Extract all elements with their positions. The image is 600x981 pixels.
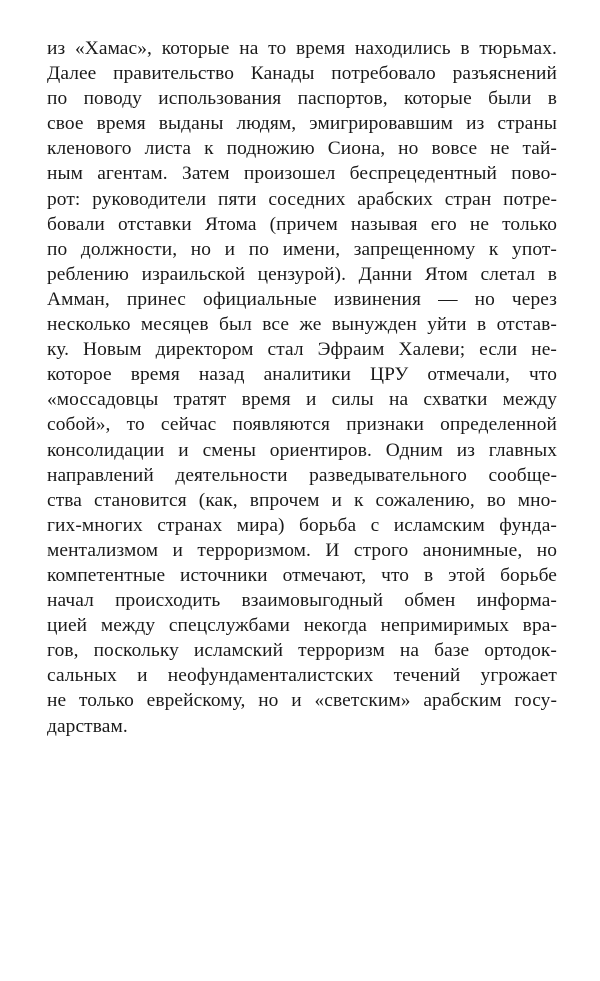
- text-line: несколько месяцев был все же вынужден уйти в отстав-: [47, 314, 557, 336]
- text-line: из «Хамас», которые на то время находились в тюрьмах.: [47, 38, 557, 59]
- text-line: направлений деятельности разведывательного сообще-: [47, 464, 557, 486]
- text-line: дарствам.: [47, 715, 128, 737]
- body-text: [47, 36, 557, 739]
- text-line: начал происходить взаимовыгодный обмен информа-: [47, 590, 557, 612]
- text-line: собой», то сейчас появляются признаки определенной: [47, 414, 557, 436]
- text-line: которое время назад аналитики ЦРУ отмечали, что: [47, 364, 557, 386]
- text-line: Далее правительство Канады потребовало разъяснений: [47, 63, 557, 85]
- text-line: не только еврейскому, но и «светским» арабским госу-: [47, 690, 557, 712]
- text-line: консолидации и смены ориентиров. Одним из главных: [47, 439, 557, 461]
- text-line: Амман, принес официальные извинения — но через: [47, 288, 557, 310]
- text-line: гих-многих странах мира) борьба с исламским фунда-: [47, 514, 557, 536]
- text-line: рот: руководители пяти соседних арабских стран потре-: [47, 188, 557, 210]
- text-line: свое время выданы людям, эмигрировавшим из страны: [47, 113, 557, 135]
- text-line: сальных и неофундаменталистских течений угрожает: [47, 665, 557, 687]
- text-line: цией между спецслужбами некогда непримиримых вра-: [47, 615, 557, 637]
- text-line: гов, поскольку исламский терроризм на базе ортодок-: [47, 640, 557, 662]
- text-line: бовали отставки Ятома (причем называя его не только: [47, 213, 557, 235]
- text-line: ства становится (как, впрочем и к сожалению, во мно-: [47, 489, 557, 511]
- text-line: ментализмом и терроризмом. И строго анонимные, но: [47, 539, 557, 561]
- text-line: ку. Новым директором стал Эфраим Халеви; если не-: [47, 339, 557, 361]
- text-line: реблению израильской цензурой). Данни Ятом слетал в: [47, 263, 557, 285]
- text-line: компетентные источники отмечают, что в этой борьбе: [47, 564, 557, 586]
- text-line: по должности, но и по имени, запрещенному к упот-: [47, 238, 557, 260]
- text-line: по поводу использования паспортов, которые были в: [47, 88, 557, 110]
- text-line: ным агентам. Затем произошел беспрецедентный пово-: [47, 163, 557, 185]
- text-line: кленового листа к подножию Сиона, но вовсе не тай-: [47, 138, 557, 160]
- text-line: «моссадовцы тратят время и силы на схватки между: [47, 389, 557, 411]
